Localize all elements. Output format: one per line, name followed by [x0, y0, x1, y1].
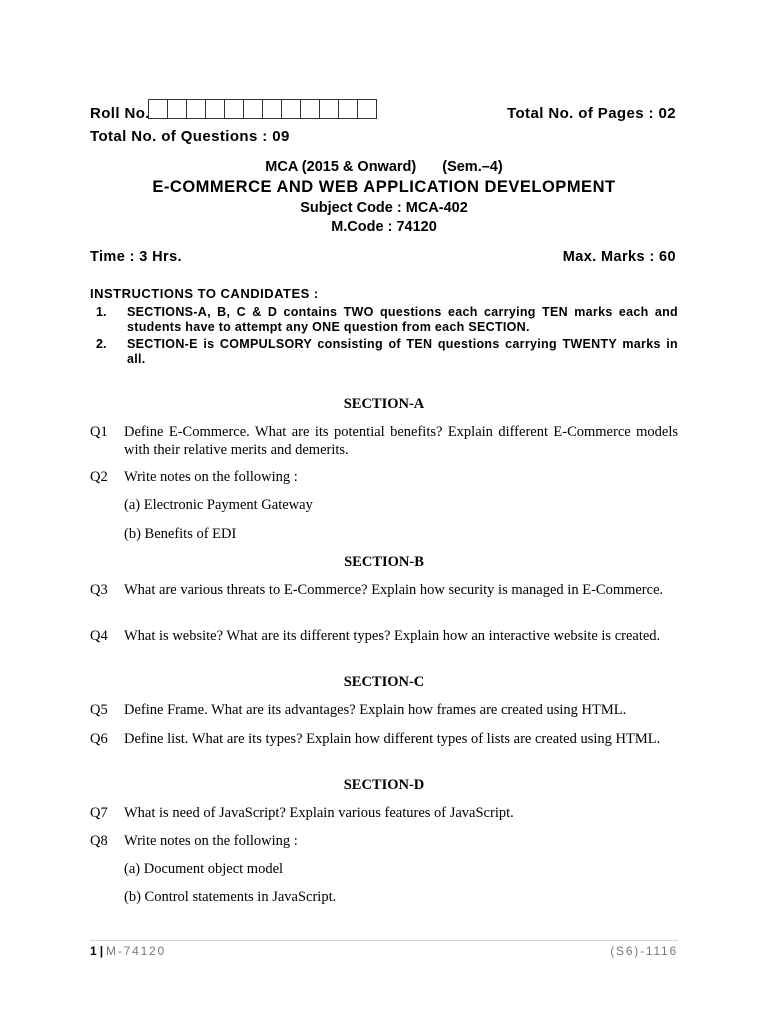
page-number: 1: [90, 944, 97, 958]
total-questions: Total No. of Questions : 09: [90, 128, 290, 145]
footer-code: M-74120: [106, 944, 167, 958]
instruction-number: 1.: [96, 305, 107, 319]
roll-number-box: [186, 99, 206, 119]
m-code: M.Code : 74120: [331, 219, 437, 235]
question-number: Q1: [90, 424, 108, 440]
roll-number-box: [167, 99, 187, 119]
question-q4: [90, 628, 678, 646]
instruction-item: [96, 337, 678, 367]
question-text: Write notes on the following :: [124, 833, 298, 849]
subject-code: Subject Code : MCA-402: [300, 200, 468, 216]
instruction-number: 2.: [96, 337, 107, 351]
question-q6: [90, 731, 678, 749]
roll-number-boxes: [148, 99, 376, 119]
roll-number-box: [281, 99, 301, 119]
footer-divider: [90, 940, 678, 941]
question-number: Q5: [90, 702, 108, 718]
section-d-title: SECTION-D: [343, 777, 425, 793]
footer-right-code: (S6)-1116: [610, 944, 678, 958]
roll-number-box: [243, 99, 263, 119]
question-text: Define list. What are its types? Explain how different types of lists are created using HTML.: [124, 731, 661, 747]
question-text: Define E-Commerce. What are its potential benefits? Explain different E-Commerce models with their relative merits and demerits.: [124, 424, 678, 458]
subquestion-q2-a: (a) Electronic Payment Gateway: [124, 497, 313, 513]
instruction-text: SECTIONS-A, B, C & D contains TWO questions each carrying TEN marks each and students have to attempt any ONE question from each SECTION.: [127, 305, 678, 334]
question-q8: [90, 833, 678, 851]
semester: (Sem.–4): [442, 159, 503, 175]
question-q5: [90, 702, 678, 720]
subquestion-q2-b: (b) Benefits of EDI: [124, 526, 237, 542]
subquestion-q8-a: (a) Document object model: [124, 861, 284, 877]
course-name: MCA (2015 & Onward): [265, 159, 417, 175]
instruction-item: [96, 305, 678, 335]
roll-number-box: [319, 99, 339, 119]
question-text: Define Frame. What are its advantages? Explain how frames are created using HTML.: [124, 702, 627, 718]
roll-number-box: [224, 99, 244, 119]
question-number: Q8: [90, 833, 108, 849]
max-marks: Max. Marks : 60: [562, 249, 676, 265]
question-q1: [90, 424, 678, 459]
question-number: Q7: [90, 805, 108, 821]
footer-separator: |: [99, 944, 104, 958]
section-a-title: SECTION-A: [343, 396, 425, 412]
instruction-text: SECTION-E is COMPULSORY consisting of TEN questions carrying TWENTY marks in all.: [127, 337, 678, 366]
roll-number-box: [300, 99, 320, 119]
footer-left: [90, 944, 166, 958]
question-text: What are various threats to E-Commerce? Explain how security is managed in E-Commerce.: [124, 582, 664, 598]
question-q7: [90, 805, 678, 823]
roll-number-box: [205, 99, 225, 119]
question-text: What is website? What are its different types? Explain how an interactive website is created.: [124, 628, 661, 644]
question-number: Q3: [90, 582, 108, 598]
question-number: Q2: [90, 469, 108, 485]
roll-number-box: [357, 99, 377, 119]
question-number: Q6: [90, 731, 108, 747]
question-q2: [90, 469, 678, 487]
roll-number-label: Roll No.: [90, 105, 150, 122]
question-text: What is need of JavaScript? Explain various features of JavaScript.: [124, 805, 514, 821]
total-pages: Total No. of Pages : 02: [507, 105, 676, 122]
section-c-title: SECTION-C: [343, 674, 425, 690]
roll-number-box: [148, 99, 168, 119]
roll-number-box: [338, 99, 358, 119]
exam-time: Time : 3 Hrs.: [90, 249, 182, 265]
roll-number-box: [262, 99, 282, 119]
question-number: Q4: [90, 628, 108, 644]
course-line: [0, 159, 768, 175]
question-text: Write notes on the following :: [124, 469, 298, 485]
subquestion-q8-b: (b) Control statements in JavaScript.: [124, 889, 337, 905]
instructions-heading: INSTRUCTIONS TO CANDIDATES :: [90, 286, 319, 301]
question-q3: [90, 582, 678, 600]
subject-title: E-COMMERCE AND WEB APPLICATION DEVELOPMENT: [152, 178, 616, 196]
section-b-title: SECTION-B: [344, 554, 424, 570]
